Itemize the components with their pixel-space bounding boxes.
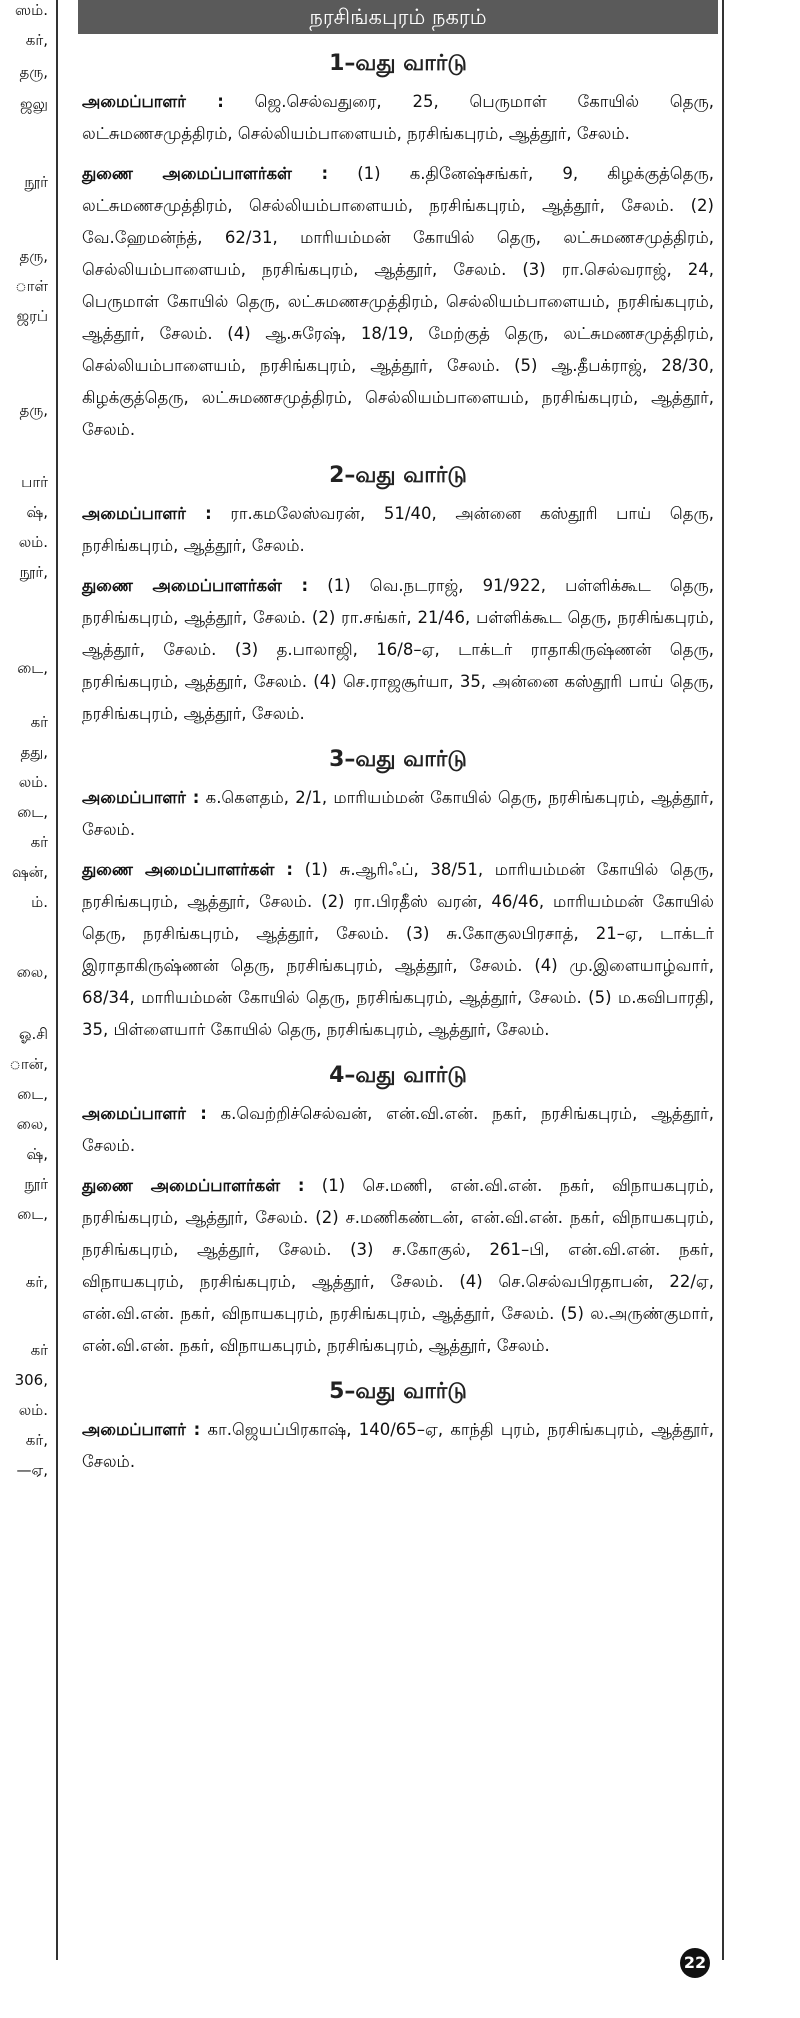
deputy-details: (1) செ.மணி, என்.வி.என். நகர், விநாயகபுரம், நரசிங்கபுரம், ஆத்தூர், சேலம். (2) ச.மணிகண்டன், என்.வி.என். நகர், விநாயகபுரம், நரசிங்கபுரம், ஆத்தூர், சேலம். (3) ச.கோகுல், 261–பி, என்.வி.என். நகர், விநாயகபுரம், நரசிங்கபுரம், ஆத்தூர், சேலம். (4) செ.செல்வபிரதாபன், 22/ஏ, என்.வி.என். நகர், விநாயகபுரம், நரசிங்கபுரம், ஆத்தூர், சேலம். (5) ல.அருண்குமார், என்.வி.என். நகர், விநாயகபுரம், நரசிங்கபுரம், ஆத்தூர், சேலம்.	[82, 1176, 714, 1355]
left-fragment: லம்.	[18, 533, 48, 551]
left-fragment: பார்	[21, 473, 48, 491]
left-fragment: டை,	[17, 1085, 48, 1103]
left-fragment: ஷன்,	[11, 863, 48, 881]
left-fragment: ஜலு	[20, 95, 48, 113]
right-column-rule	[722, 0, 724, 1960]
left-fragment: கர்,	[25, 31, 48, 49]
deputy-details: (1) சு.ஆரிஃப், 38/51, மாரியம்மன் கோயில் தெரு, நரசிங்கபுரம், ஆத்தூர், சேலம். (2) ரா.பிரதீஸ் வரன், 46/46, மாரியம்மன் கோயில் தெரு, நரசிங்கபுரம், ஆத்தூர், சேலம். (3) சு.கோகுலபிரசாத், 21–ஏ, டாக்டர் இராதாகிருஷ்ணன் தெரு, நரசிங்கபுரம், ஆத்தூர், சேலம். (4) மு.இளையாழ்வார், 68/34, மாரியம்மன் கோயில் தெரு, நரசிங்கபுரம், ஆத்தூர், சேலம். (5) ம.கவிபாரதி, 35, பிள்ளையார் கோயில் தெரு, நரசிங்கபுரம், ஆத்தூர், சேலம்.	[82, 860, 714, 1039]
organizer-paragraph	[78, 782, 718, 846]
left-fragment: ாள்	[15, 277, 48, 295]
organizer-paragraph	[78, 1414, 718, 1478]
left-fragment: லை,	[16, 963, 48, 981]
left-fragment: தரு,	[19, 247, 48, 265]
left-fragment: தரு,	[19, 401, 48, 419]
left-fragment: தது,	[20, 743, 48, 761]
deputy-details: (1) க.தினேஷ்சங்கர், 9, கிழக்குத்தெரு, லட்சுமணசமுத்திரம், செல்லியம்பாளையம், நரசிங்கபுரம், ஆத்தூர், சேலம். (2) வே.ஹேமன்ந்த், 62/31, மாரியம்மன் கோயில் தெரு, லட்சுமணசமுத்திரம், செல்லியம்பாளையம், நரசிங்கபுரம், ஆத்தூர், சேலம். (3) ரா.செல்வராஜ், 24, பெருமாள் கோயில் தெரு, லட்சுமணசமுத்திரம், செல்லியம்பாளையம், நரசிங்கபுரம், ஆத்தூர், சேலம். (4) ஆ.சுரேஷ், 18/19, மேற்குத் தெரு, லட்சுமணசமுத்திரம், செல்லியம்பாளையம், நரசிங்கபுரம், ஆத்தூர், சேலம். (5) ஆ.தீபக்ராஜ், 28/30, கிழக்குத்தெரு, லட்சுமணசமுத்திரம், செல்லியம்பாளையம், நரசிங்கபுரம், ஆத்தூர், சேலம்.	[82, 164, 714, 439]
main-column	[78, 0, 718, 1486]
organizer-details: ரா.கமலேஸ்வரன், 51/40, அன்னை கஸ்தூரி பாய் தெரு, நரசிங்கபுரம், ஆத்தூர், சேலம்.	[82, 504, 714, 555]
deputy-label: துணை அமைப்பாளர்கள் :	[82, 164, 329, 183]
ward-section	[78, 1062, 718, 1362]
left-fragment: —ஏ,	[16, 1461, 48, 1479]
ward-heading: 2–வது வார்டு	[329, 463, 467, 488]
section-header	[78, 0, 718, 34]
ward-heading: 4–வது வார்டு	[329, 1063, 467, 1088]
left-fragment: கர்,	[25, 1431, 48, 1449]
deputy-paragraph	[78, 1170, 718, 1362]
left-fragment: ஷ்,	[26, 1145, 48, 1163]
left-fragment: கர்,	[25, 1273, 48, 1291]
organizer-paragraph	[78, 1098, 718, 1162]
deputy-label: துணை அமைப்பாளர்கள் :	[82, 860, 294, 879]
deputy-paragraph	[78, 158, 718, 446]
left-fragment: கர்	[30, 833, 48, 851]
organizer-details: க.கௌதம், 2/1, மாரியம்மன் கோயில் தெரு, நரசிங்கபுரம், ஆத்தூர், சேலம்.	[82, 788, 714, 839]
ward-section	[78, 1378, 718, 1478]
organizer-details: ஜெ.செல்வதுரை, 25, பெருமாள் கோயில் தெரு, லட்சுமணசமுத்திரம், செல்லியம்பாளையம், நரசிங்கபுரம், ஆத்தூர், சேலம்.	[82, 92, 714, 143]
deputy-label: துணை அமைப்பாளர்கள் :	[82, 576, 309, 595]
page-number-badge: 22	[680, 1948, 710, 1978]
left-fragment: ஸம்.	[15, 1, 48, 19]
ward-heading: 5–வது வார்டு	[329, 1379, 467, 1404]
organizer-details: கா.ஜெயப்பிரகாஷ், 140/65–ஏ, காந்தி புரம், நரசிங்கபுரம், ஆத்தூர், சேலம்.	[82, 1420, 714, 1471]
organizer-label: அமைப்பாளர் :	[82, 1420, 201, 1439]
organizer-label: அமைப்பாளர் :	[82, 92, 224, 111]
organizer-label: அமைப்பாளர் :	[82, 788, 200, 807]
left-fragment: நூர்	[24, 173, 48, 191]
left-fragment: லம்.	[18, 773, 48, 791]
left-fragment: ஷ்,	[26, 503, 48, 521]
left-fragment: நூர்,	[19, 563, 48, 581]
deputy-details: (1) வெ.நடராஜ், 91/922, பள்ளிக்கூட தெரு, நரசிங்கபுரம், ஆத்தூர், சேலம். (2) ரா.சங்கர், 21/46, பள்ளிக்கூட தெரு, நரசிங்கபுரம், ஆத்தூர், சேலம். (3) த.பாலாஜி, 16/8–ஏ, டாக்டர் ராதாகிருஷ்ணன் தெரு, நரசிங்கபுரம், ஆத்தூர், சேலம். (4) செ.ராஜசூர்யா, 35, அன்னை கஸ்தூரி பாய் தெரு, நரசிங்கபுரம், ஆத்தூர், சேலம்.	[82, 576, 714, 723]
ward-section	[78, 746, 718, 1046]
left-fragment: 306,	[14, 1371, 48, 1389]
ward-section	[78, 462, 718, 730]
left-fragment: ஜரப்	[16, 307, 48, 325]
ward-section	[78, 50, 718, 446]
left-column-rule	[56, 0, 58, 1960]
left-fragment: நூர்	[24, 1175, 48, 1193]
left-fragment: லம்.	[18, 1401, 48, 1419]
organizer-label: அமைப்பாளர் :	[82, 504, 212, 523]
left-column-fragments	[0, 0, 52, 1960]
ward-list	[78, 50, 718, 1478]
deputy-label: துணை அமைப்பாளர்கள் :	[82, 1176, 305, 1195]
left-fragment: கர்	[30, 1341, 48, 1359]
ward-heading: 1–வது வார்டு	[329, 51, 467, 76]
deputy-paragraph	[78, 570, 718, 730]
section-title: நரசிங்கபுரம் நகரம்	[309, 5, 487, 29]
left-fragment: தரு,	[19, 63, 48, 81]
left-fragment: கர்	[30, 713, 48, 731]
left-fragment: டை,	[17, 1205, 48, 1223]
left-fragment: ான்,	[9, 1055, 48, 1073]
left-fragment: லை,	[16, 1115, 48, 1133]
organizer-paragraph	[78, 86, 718, 150]
left-fragment: டை,	[17, 659, 48, 677]
left-fragment: ஓ.சி	[18, 1025, 48, 1043]
deputy-paragraph	[78, 854, 718, 1046]
organizer-details: க.வெற்றிச்செல்வன், என்.வி.என். நகர், நரசிங்கபுரம், ஆத்தூர், சேலம்.	[82, 1104, 714, 1155]
left-fragment: டை,	[17, 803, 48, 821]
organizer-label: அமைப்பாளர் :	[82, 1104, 207, 1123]
ward-heading: 3–வது வார்டு	[329, 747, 467, 772]
organizer-paragraph	[78, 498, 718, 562]
left-fragment: ம்.	[31, 893, 48, 911]
